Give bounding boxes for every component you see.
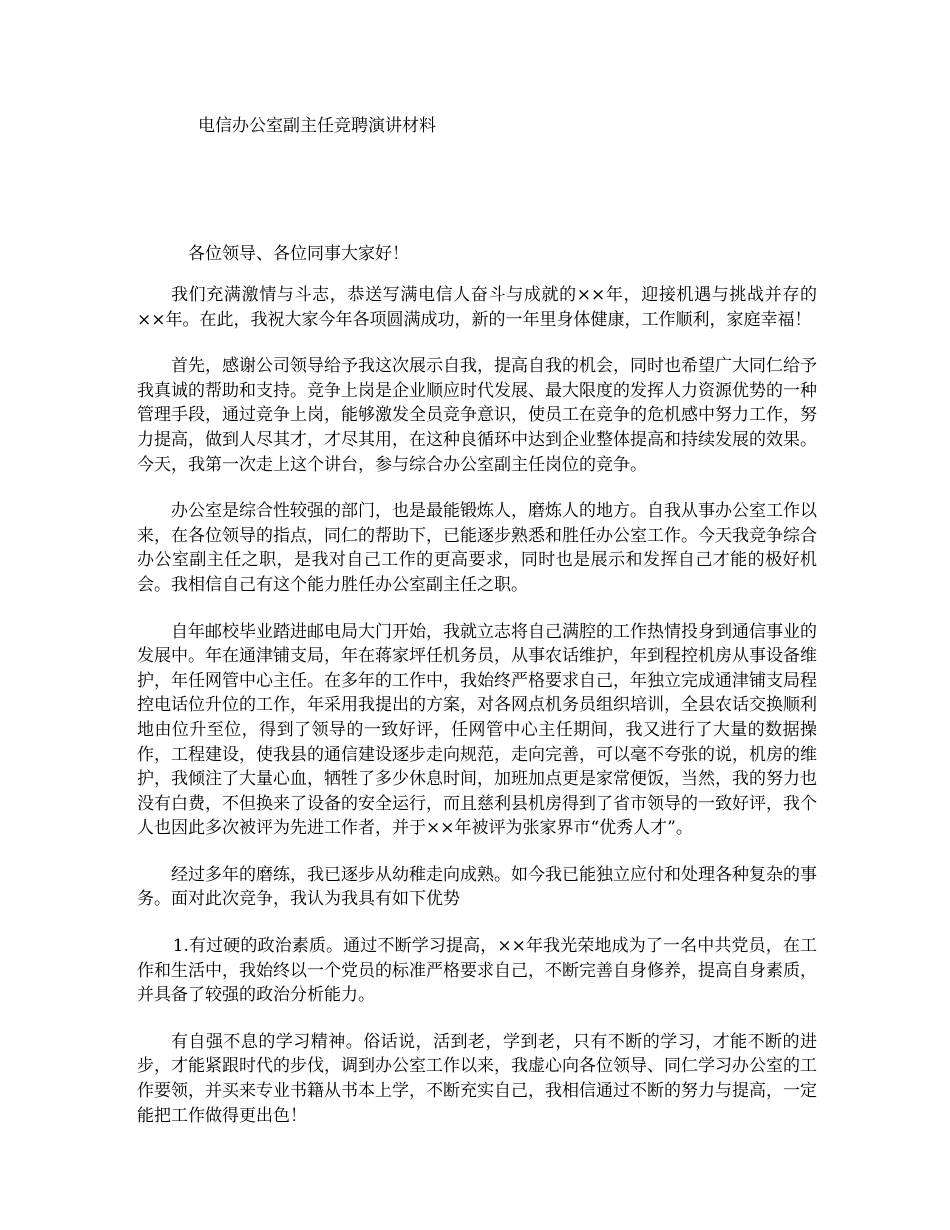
paragraph-experience: 自年邮校毕业踏进邮电局大门开始，我就立志将自己满腔的工作热情投身到通信事业的发展中。年在通津铺支局，年在蒋家坪任机务员，从事农话维护，年到程控机房从事设备维护，年任网管中心主任。在多年的工作中，我始终严格要求自己，年独立完成通津铺支局程控电话位升位的工作，年采用我提出的方案，对各网点机务员组织培训，全县农话交换顺利地由位升至位，得到了领导的一致好评，任网管中心主任期间，我又进行了大量的数据操作，工程建设，使我县的通信建设逐步走向规范，走向完善，可以毫不夸张的说，机房的维护，我倾注了大量心血，牺牲了多少休息时间，加班加点更是家常便饭，当然，我的努力也没有白费，不但换来了设备的安全运行，而且慈利县机房得到了省市领导的一致好评，我个人也因此多次被评为先进工作者，并于××年被评为张家界市“优秀人才”。 (137, 621, 817, 839)
paragraph-office: 办公室是综合性较强的部门，也是最能锻炼人，磨炼人的地方。自我从事办公室工作以来，在各位领导的指点，同仁的帮助下，已能逐步熟悉和胜任办公室工作。今天我竞争综合办公室副主任之职，是我对自己工作的更高要求，同时也是展示和发挥自己才能的极好机会。我相信自己有这个能力胜任办公室副主任之职。 (137, 501, 817, 595)
paragraph-advantage-1: 1.有过硬的政治素质。通过不断学习提高，××年我光荣地成为了一名中共党员，在工作和生活中，我始终以一个党员的标准严格要求自己，不断完善自身修养，提高自身素质，并具备了较强的政治分析能力。 (137, 936, 817, 1006)
greeting-line: 各位领导、各位同事大家好！ (188, 244, 409, 264)
paragraph-growth: 经过多年的磨练，我已逐步从幼稚走向成熟。如今我已能独立应付和处理各种复杂的事务。面对此次竞争，我认为我具有如下优势 (137, 864, 817, 910)
paragraph-thanks: 首先，感谢公司领导给予我这次展示自我，提高自我的机会，同时也希望广大同仁给予我真诚的帮助和支持。竞争上岗是企业顺应时代发展、最大限度的发挥人力资源优势的一种管理手段，通过竞争上岗，能够激发全员竞争意识，使员工在竞争的危机感中努力工作，努力提高，做到人尽其才，才尽其用，在这种良循环中达到企业整体提高和持续发展的效果。今天，我第一次走上这个讲台，参与综合办公室副主任岗位的竞争。 (137, 356, 817, 475)
document-title: 电信办公室副主任竞聘演讲材料 (198, 116, 436, 136)
paragraph-advantage-2: 有自强不息的学习精神。俗话说，活到老，学到老，只有不断的学习，才能不断的进步，才能紧跟时代的步伐，调到办公室工作以来，我虚心向各位领导、同仁学习办公室的工作要领，并买来专业书籍从书本上学，不断充实自己，我相信通过不断的努力与提高，一定能把工作做得更出色！ (137, 1031, 817, 1126)
document-body (137, 283, 817, 1150)
paragraph-opening: 我们充满激情与斗志，恭送写满电信人奋斗与成就的××年，迎接机遇与挑战并存的××年。在此，我祝大家今年各项圆满成功，新的一年里身体健康，工作顺利，家庭幸福！ (137, 285, 817, 330)
